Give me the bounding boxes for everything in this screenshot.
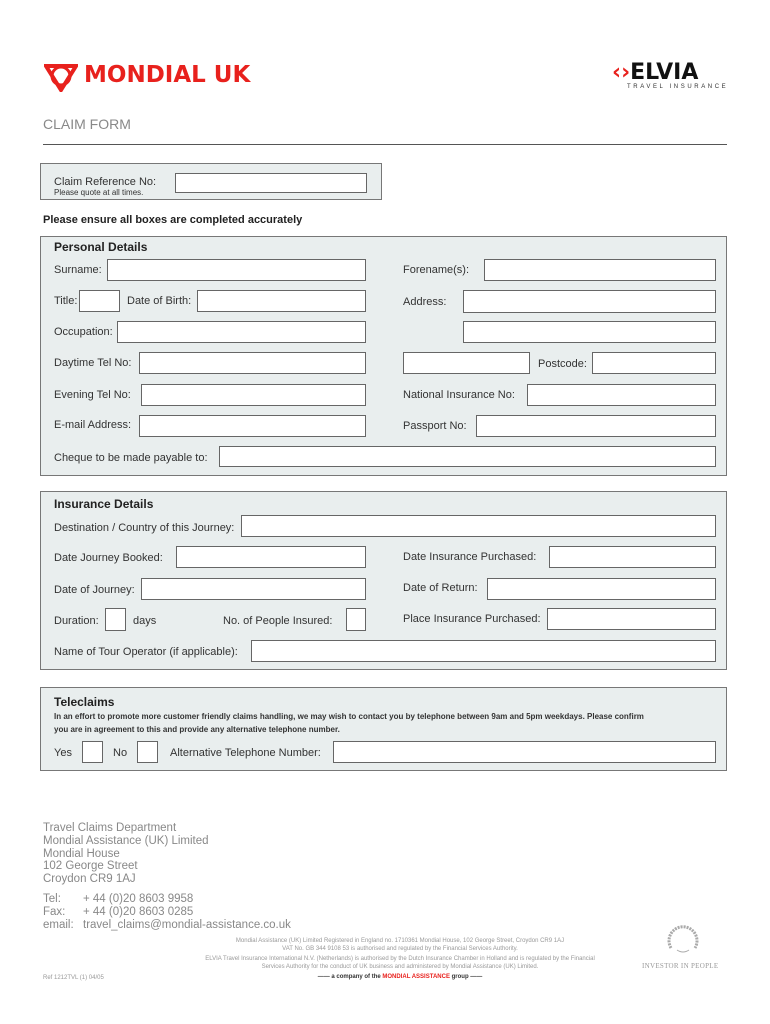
address-line: 102 George Street [43,860,138,873]
title-input[interactable] [79,290,120,312]
title-label: Title: [54,295,78,307]
date-journey-label: Date of Journey: [54,584,135,596]
mondial-logo-text: MONDIAL UK [84,62,251,88]
days-label: days [133,615,157,627]
yes-label: Yes [54,747,72,759]
forenames-label: Forename(s): [403,264,470,276]
alt-tel-label: Alternative Telephone Number: [170,747,321,759]
claim-reference-input[interactable] [175,173,367,193]
instruction-text: Please ensure all boxes are completed accurately [43,214,303,226]
investor-in-people-text: INVESTOR IN PEOPLE [642,962,719,970]
occupation-input[interactable] [117,321,366,343]
company-pre: a company of the [331,974,381,980]
people-insured-input[interactable] [346,608,366,631]
elvia-logo [612,60,698,85]
address-line: Mondial Assistance (UK) Limited [43,834,209,847]
teleclaims-text: In an effort to promote more customer friendly claims handling, we may wish to contact you by telephone between 9am and 5pm weekdays. Please confirm [54,712,644,721]
duration-input[interactable] [105,608,126,631]
tel-label: Tel: [43,893,61,905]
ni-input[interactable] [527,384,716,406]
postcode-input[interactable] [592,352,716,374]
company-of-line: —— a company of the MONDIAL ASSISTANCE group —— [317,974,483,980]
occupation-label: Occupation: [54,326,113,338]
legal-line: Services Authority for the conduct of UK business and administered by Mondial Assistance (UK) Limited. [261,963,539,970]
duration-label: Duration: [54,615,99,627]
place-purchased-label: Place Insurance Purchased: [403,613,541,625]
place-purchased-input[interactable] [547,608,716,630]
address-input-3[interactable] [403,352,530,374]
email-contact-label: email: [43,918,74,931]
page-title: CLAIM FORM [43,116,131,132]
fax-label: Fax: [43,905,66,918]
mondial-assistance-brand: MONDIAL ASSISTANCE [382,974,450,980]
passport-label: Passport No: [403,420,467,432]
date-journey-input[interactable] [141,578,366,600]
yes-checkbox[interactable] [82,741,103,763]
no-label: No [113,747,128,759]
email-input[interactable] [139,415,366,437]
fax-value: + 44 (0)20 8603 0285 [83,905,194,918]
dob-input[interactable] [197,290,366,312]
tel-value: + 44 (0)20 8603 9958 [83,893,194,905]
personal-details-heading: Personal Details [54,240,148,254]
address-input-2[interactable] [463,321,716,343]
address-line: Croydon CR9 1AJ [43,873,136,886]
teleclaims-text-2: you are in agreement to this and provide any alternative telephone number. [54,725,340,734]
address-label: Address: [403,296,447,308]
legal-line: ELVIA Travel Insurance International N.V. (Netherlands) is authorised by the Dutch Insurance Chamber in Holland and is regulated by the Financial [205,956,595,962]
legal-line: VAT No. GB 344 9108 53 is authorised and regulated by the Financial Services Authority. [282,945,518,952]
date-purchased-label: Date Insurance Purchased: [403,551,537,563]
cheque-payee-label: Cheque to be made payable to: [54,452,208,464]
evening-tel-input[interactable] [141,384,366,406]
company-post: group [451,974,469,980]
elvia-cross-icon: ‹› [612,60,631,85]
email-contact-value[interactable]: travel_claims@mondial-assistance.co.uk [83,918,291,931]
no-checkbox[interactable] [137,741,158,763]
address-line: Mondial House [43,847,120,860]
legal-text [190,938,610,982]
cheque-payee-input[interactable] [219,446,716,467]
date-purchased-input[interactable] [549,546,716,568]
investor-in-people-laurel-icon [663,920,703,956]
mondial-logo-icon [44,62,78,92]
postal-address [43,822,209,886]
destination-input[interactable] [241,515,716,537]
contact-details [43,893,291,931]
insurance-details-heading: Insurance Details [54,497,154,511]
email-label: E-mail Address: [54,419,132,431]
postcode-label: Postcode: [538,358,587,370]
address-input[interactable] [463,290,716,313]
form-ref: Ref 1212TVL (1) 04/05 [43,975,104,981]
claim-reference-label: Claim Reference No: [54,176,157,188]
dob-label: Date of Birth: [127,295,192,307]
tour-operator-input[interactable] [251,640,716,662]
date-return-label: Date of Return: [403,582,478,594]
divider [43,144,727,145]
elvia-logo-sub: TRAVEL INSURANCE [627,84,729,90]
ni-label: National Insurance No: [403,389,515,401]
teleclaims-heading: Teleclaims [54,695,115,709]
address-line: Travel Claims Department [43,822,177,834]
tour-operator-label: Name of Tour Operator (if applicable): [54,646,238,658]
elvia-logo-text: ELVIA [630,60,699,85]
surname-label: Surname: [54,264,102,276]
legal-line: Mondial Assistance (UK) Limited Registered in England no. 1710361 Mondial House, 102 George Street, Croydon CR9 1AJ [235,938,565,944]
daytime-tel-input[interactable] [139,352,366,374]
claim-reference-note: Please quote at all times. [54,188,144,197]
date-booked-input[interactable] [176,546,366,568]
daytime-tel-label: Daytime Tel No: [54,357,132,369]
date-return-input[interactable] [487,578,716,600]
forenames-input[interactable] [484,259,716,281]
date-booked-label: Date Journey Booked: [54,552,163,564]
surname-input[interactable] [107,259,366,281]
passport-input[interactable] [476,415,716,437]
alt-tel-input[interactable] [333,741,716,763]
destination-label: Destination / Country of this Journey: [54,522,235,534]
evening-tel-label: Evening Tel No: [54,389,131,401]
people-insured-label: No. of People Insured: [223,615,333,627]
